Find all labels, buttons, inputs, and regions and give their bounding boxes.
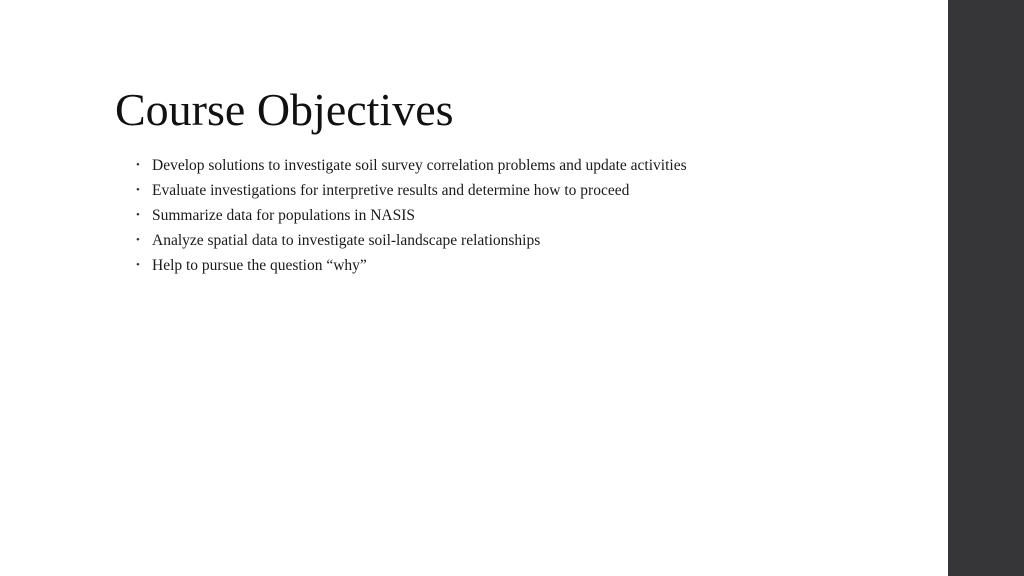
list-item [132, 206, 792, 225]
bullet-text: Summarize data for populations in NASIS [152, 207, 416, 224]
bullet-icon: • [136, 209, 140, 221]
list-item [132, 231, 792, 250]
list-item [132, 156, 792, 175]
bullet-icon: • [136, 259, 140, 271]
bullet-text: Evaluate investigations for interpretive results and determine how to proceed [152, 182, 630, 199]
list-item [132, 181, 792, 200]
list-item [132, 256, 792, 275]
bullet-icon: • [136, 234, 140, 246]
bullet-text: Develop solutions to investigate soil survey correlation problems and update activities [152, 157, 687, 174]
bullet-icon: • [136, 159, 140, 171]
bullet-icon: • [136, 184, 140, 196]
side-panel [948, 0, 1024, 576]
objectives-list [132, 156, 792, 281]
slide-title: Course Objectives [115, 84, 454, 135]
bullet-text: Help to pursue the question “why” [152, 257, 367, 274]
bullet-text: Analyze spatial data to investigate soil-landscape relationships [152, 232, 541, 249]
